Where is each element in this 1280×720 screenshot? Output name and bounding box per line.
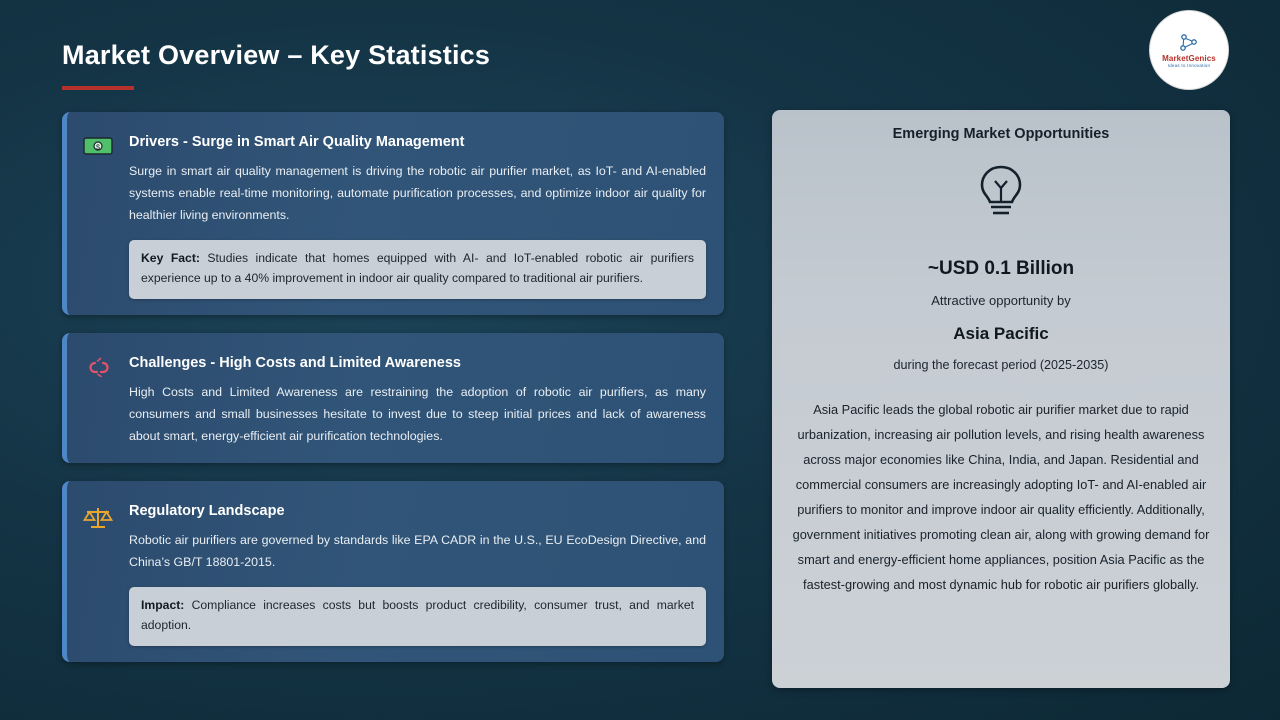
region-description: Asia Pacific leads the global robotic air purifier market due to rapid urbanization, increasing air pollution levels, and rising health awareness across major economies like China, India, and Japan. Residential and commercial consumers are increasingly adopting IoT- and AI-enabled air purifiers to monitor and improve indoor air quality efficiently. Additionally, government initiatives promoting clean air, along with growing demand for smart and energy-efficient home appliances, position Asia Pacific as the fastest-growing and most dynamic hub for robotic air purifiers globally. (792, 402, 1210, 592)
svg-text:$: $ (96, 144, 100, 152)
callout-text: Studies indicate that homes equipped with AI- and IoT-enabled robotic air purifiers experience up to a 40% improvement in indoor air quality compared to traditional air purifiers. (141, 251, 694, 285)
callout-text: Compliance increases costs but boosts product credibility, consumer trust, and market adoption. (141, 598, 694, 632)
money-note-icon (67, 126, 129, 156)
card-title: Drivers - Surge in Smart Air Quality Management (129, 134, 465, 150)
logo-name: MarketGenics (1162, 53, 1216, 63)
card-text: Robotic air purifiers are governed by standards like EPA CADR in the U.S., EU EcoDesign Directive, and China’s GB/T 18801-2015. (129, 533, 706, 570)
card-title: Challenges - High Costs and Limited Awareness (129, 354, 461, 371)
scales-balance-icon (67, 495, 129, 531)
logo-tagline: Ideas to Innovation (1167, 62, 1211, 68)
brand-logo (1150, 11, 1228, 89)
region-name: Asia Pacific (953, 324, 1049, 343)
forecast-period: during the forecast period (2025-2035) (893, 358, 1109, 372)
broken-link-icon (67, 347, 129, 377)
network-nodes-icon (1176, 33, 1202, 53)
callout-label: Impact: (141, 598, 185, 613)
card-title: Regulatory Landscape (129, 503, 285, 519)
card-regulatory (62, 481, 724, 662)
emerging-opportunities-panel (772, 110, 1230, 688)
card-drivers (62, 112, 724, 315)
insight-cards-column (62, 112, 724, 680)
page-title: Market Overview – Key Statistics (62, 40, 491, 70)
card-callout (129, 587, 706, 646)
card-callout (129, 240, 706, 299)
opportunity-subtitle: Attractive opportunity by (931, 293, 1071, 308)
panel-title: Emerging Market Opportunities (892, 126, 1110, 142)
card-challenges (62, 333, 724, 463)
card-text: High Costs and Limited Awareness are restraining the adoption of robotic air purifiers, as many consumers and small businesses hesitate to invest due to steep initial prices and lack of awareness about smart, energy-efficient air purification technologies. (129, 384, 706, 443)
lightbulb-icon (790, 156, 1212, 232)
title-underline-divider (62, 86, 134, 90)
market-value: ~USD 0.1 Billion (927, 258, 1075, 279)
callout-label: Key Fact: (141, 251, 200, 266)
card-text: Surge in smart air quality management is driving the robotic air purifier market, as IoT- and AI-enabled systems enable real-time monitoring, automate purification processes, and optimize indoor air quality for healthier living environments. (129, 164, 706, 223)
